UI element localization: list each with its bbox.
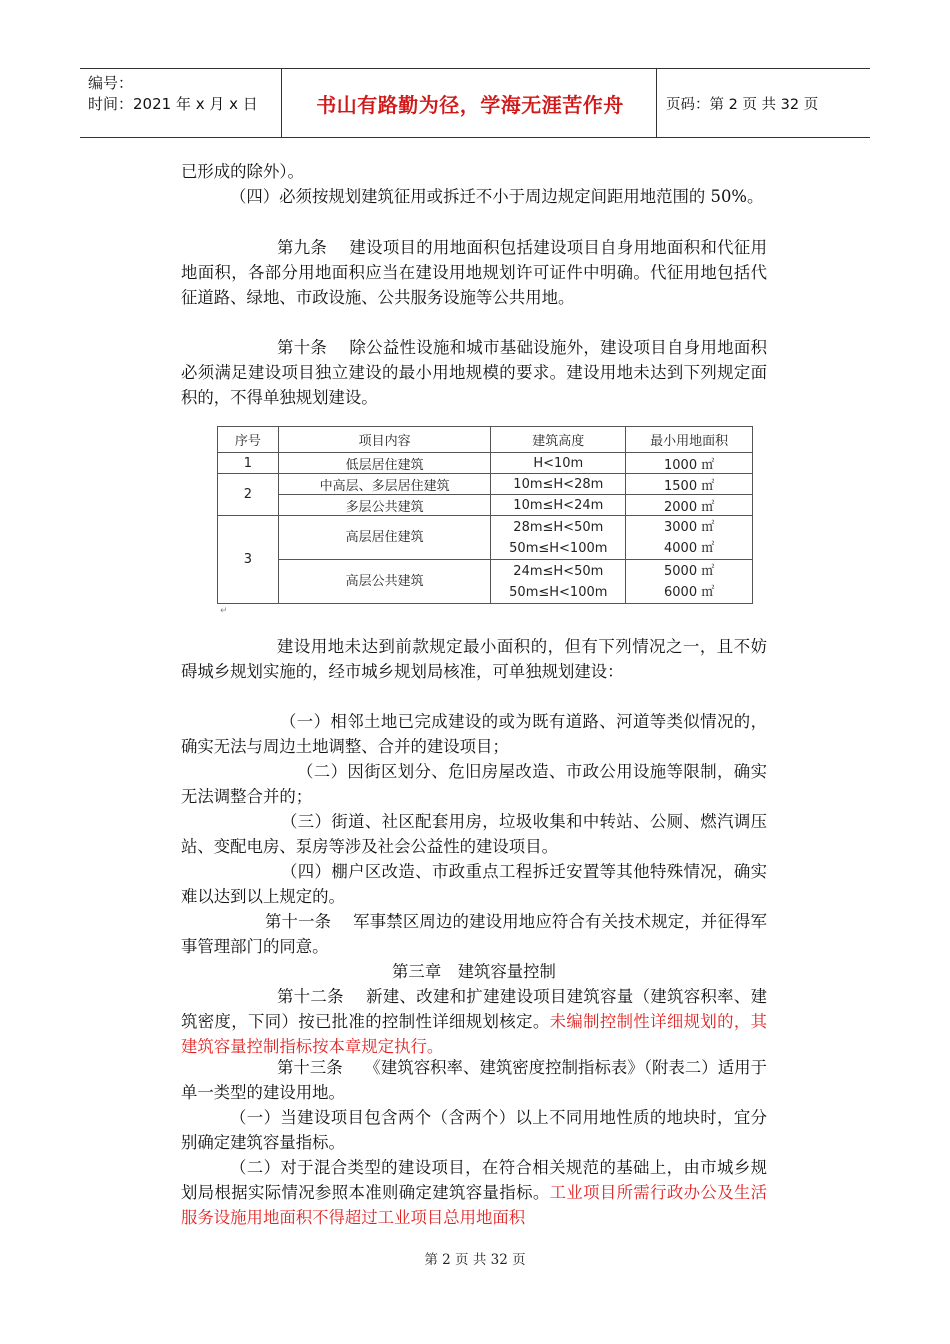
- table-header: 项目内容: [278, 427, 490, 453]
- header-divider: [281, 69, 282, 137]
- article-13: 第十三条 《建筑容积率、建筑密度控制指标表》（附表二）适用于单一类型的建设用地。: [181, 1058, 767, 1103]
- article-13-item-2-highlight: 工业项目所需行政办公及生活服务设施用地面积不得超过工业项目总用地面积: [181, 1183, 768, 1228]
- article-11: 第十一条 军事禁区周边的建设用地应符合有关技术规定，并征得军事管理部门的同意。: [181, 912, 767, 957]
- article-13-item-1: （一）当建设项目包含两个（含两个）以上不同用地性质的地块时，宜分别确定建筑容量指标。: [181, 1108, 767, 1153]
- exception-item-3: （三）街道、社区配套用房，垃圾收集和中转站、公厕、燃汽调压站、变配电房、泵房等涉及社会公益性的建设项目。: [181, 812, 767, 857]
- table-row: [218, 516, 753, 560]
- table-cell-no: 1: [218, 453, 279, 474]
- article-13-item-2-text: （二）对于混合类型的建设项目，在符合相关规范的基础上，由市城乡规划局根据实际情况参照本准则确定建筑容量指标。: [181, 1158, 767, 1203]
- table-cell-height: 10m≤H<24m: [491, 495, 626, 516]
- page-footer: 第 2 页 共 32 页: [424, 1252, 526, 1268]
- table-cell-item: 中高层、多层居住建筑: [278, 474, 490, 495]
- article-12-text: 第十二条 新建、改建和扩建建设项目建筑容量（建筑容积率、建筑密度，下同）按已批准的控制性详细规划核定。: [181, 987, 767, 1032]
- table-cell-area: 2000 ㎡: [626, 495, 753, 516]
- exception-item-1: （一）相邻土地已完成建设的或为既有道路、河道等类似情况的，确实无法与周边土地调整、合并的建设项目；: [181, 712, 767, 757]
- header-page-number: 页码：第 2 页 共 32 页: [666, 97, 819, 113]
- table-cell-item: 多层公共建筑: [278, 495, 490, 516]
- exception-item-2: （二）因街区划分、危旧房屋改造、市政公用设施等限制，确实无法调整合并的；: [181, 762, 767, 807]
- area-value: 6000 ㎡: [664, 584, 715, 600]
- article-12: [181, 984, 767, 1060]
- return-mark-icon: ↵: [220, 606, 228, 616]
- height-range: 50m≤H<100m: [509, 540, 608, 556]
- table-row: [218, 453, 753, 474]
- table-cell-no: 3: [218, 516, 279, 604]
- area-value: 4000 ㎡: [664, 540, 715, 556]
- article-10: 第十条 除公益性设施和城市基础设施外，建设项目自身用地面积必须满足建设项目独立建设的最小用地规模的要求。建设用地未达到下列规定面积的，不得单独规划建设。: [181, 338, 767, 408]
- article-9: 第九条 建设项目的用地面积包括建设项目自身用地面积和代征用地面积，各部分用地面积应当在建设用地规划许可证件中明确。代征用地包括代征道路、绿地、市政设施、公共服务设施等公共用地。: [181, 238, 767, 308]
- table-cell-item: 高层居住建筑: [278, 516, 490, 560]
- table-header: 最小用地面积: [626, 427, 753, 453]
- number-label: 编号：: [88, 74, 134, 92]
- article-13-item-2: [181, 1155, 767, 1231]
- height-range: 28m≤H<50m: [513, 519, 604, 535]
- height-range: 50m≤H<100m: [509, 584, 608, 600]
- table-row: [218, 560, 753, 604]
- table-row: [218, 495, 753, 516]
- table-header-row: [218, 427, 753, 453]
- header-motto: 书山有路勤为径，学海无涯苦作舟: [316, 93, 624, 117]
- minimum-area-table: [217, 426, 753, 604]
- paragraph: （四）必须按规划建筑征用或拆迁不小于周边规定间距用地范围的 50%。: [230, 187, 764, 206]
- table-row: [218, 474, 753, 495]
- area-value: 5000 ㎡: [664, 563, 715, 579]
- table-cell-area: [626, 560, 753, 604]
- table-cell-area: [626, 516, 753, 560]
- table-cell-item: 低层居住建筑: [278, 453, 490, 474]
- table-header: 序号: [218, 427, 279, 453]
- header-meta: [88, 73, 258, 115]
- table-cell-height: 10m≤H<28m: [491, 474, 626, 495]
- table-cell-no: 2: [218, 474, 279, 516]
- date-label: 时间：2021 年 x 月 x 日: [88, 95, 258, 113]
- page-header: [80, 68, 870, 138]
- exception-item-4: （四）棚户区改造、市政重点工程拆迁安置等其他特殊情况，确实难以达到以上规定的。: [181, 862, 767, 907]
- table-cell-height: H<10m: [491, 453, 626, 474]
- area-value: 3000 ㎡: [664, 519, 715, 535]
- table-cell-item: 高层公共建筑: [278, 560, 490, 604]
- table-header: 建筑高度: [491, 427, 626, 453]
- article-12-highlight: 未编制控制性详细规划的，其建筑容量控制指标按本章规定执行。: [181, 1012, 768, 1057]
- chapter-heading: 第三章 建筑容量控制: [392, 962, 556, 981]
- header-divider: [656, 69, 657, 137]
- paragraph: 建设用地未达到前款规定最小面积的，但有下列情况之一，且不妨碍城乡规划实施的，经市城乡规划局核准，可单独规划建设：: [181, 637, 767, 682]
- table-cell-area: 1500 ㎡: [626, 474, 753, 495]
- table-cell-area: 1000 ㎡: [626, 453, 753, 474]
- table-cell-height: [491, 516, 626, 560]
- height-range: 24m≤H<50m: [513, 563, 604, 579]
- table-cell-height: [491, 560, 626, 604]
- paragraph: 已形成的除外）。: [181, 162, 304, 181]
